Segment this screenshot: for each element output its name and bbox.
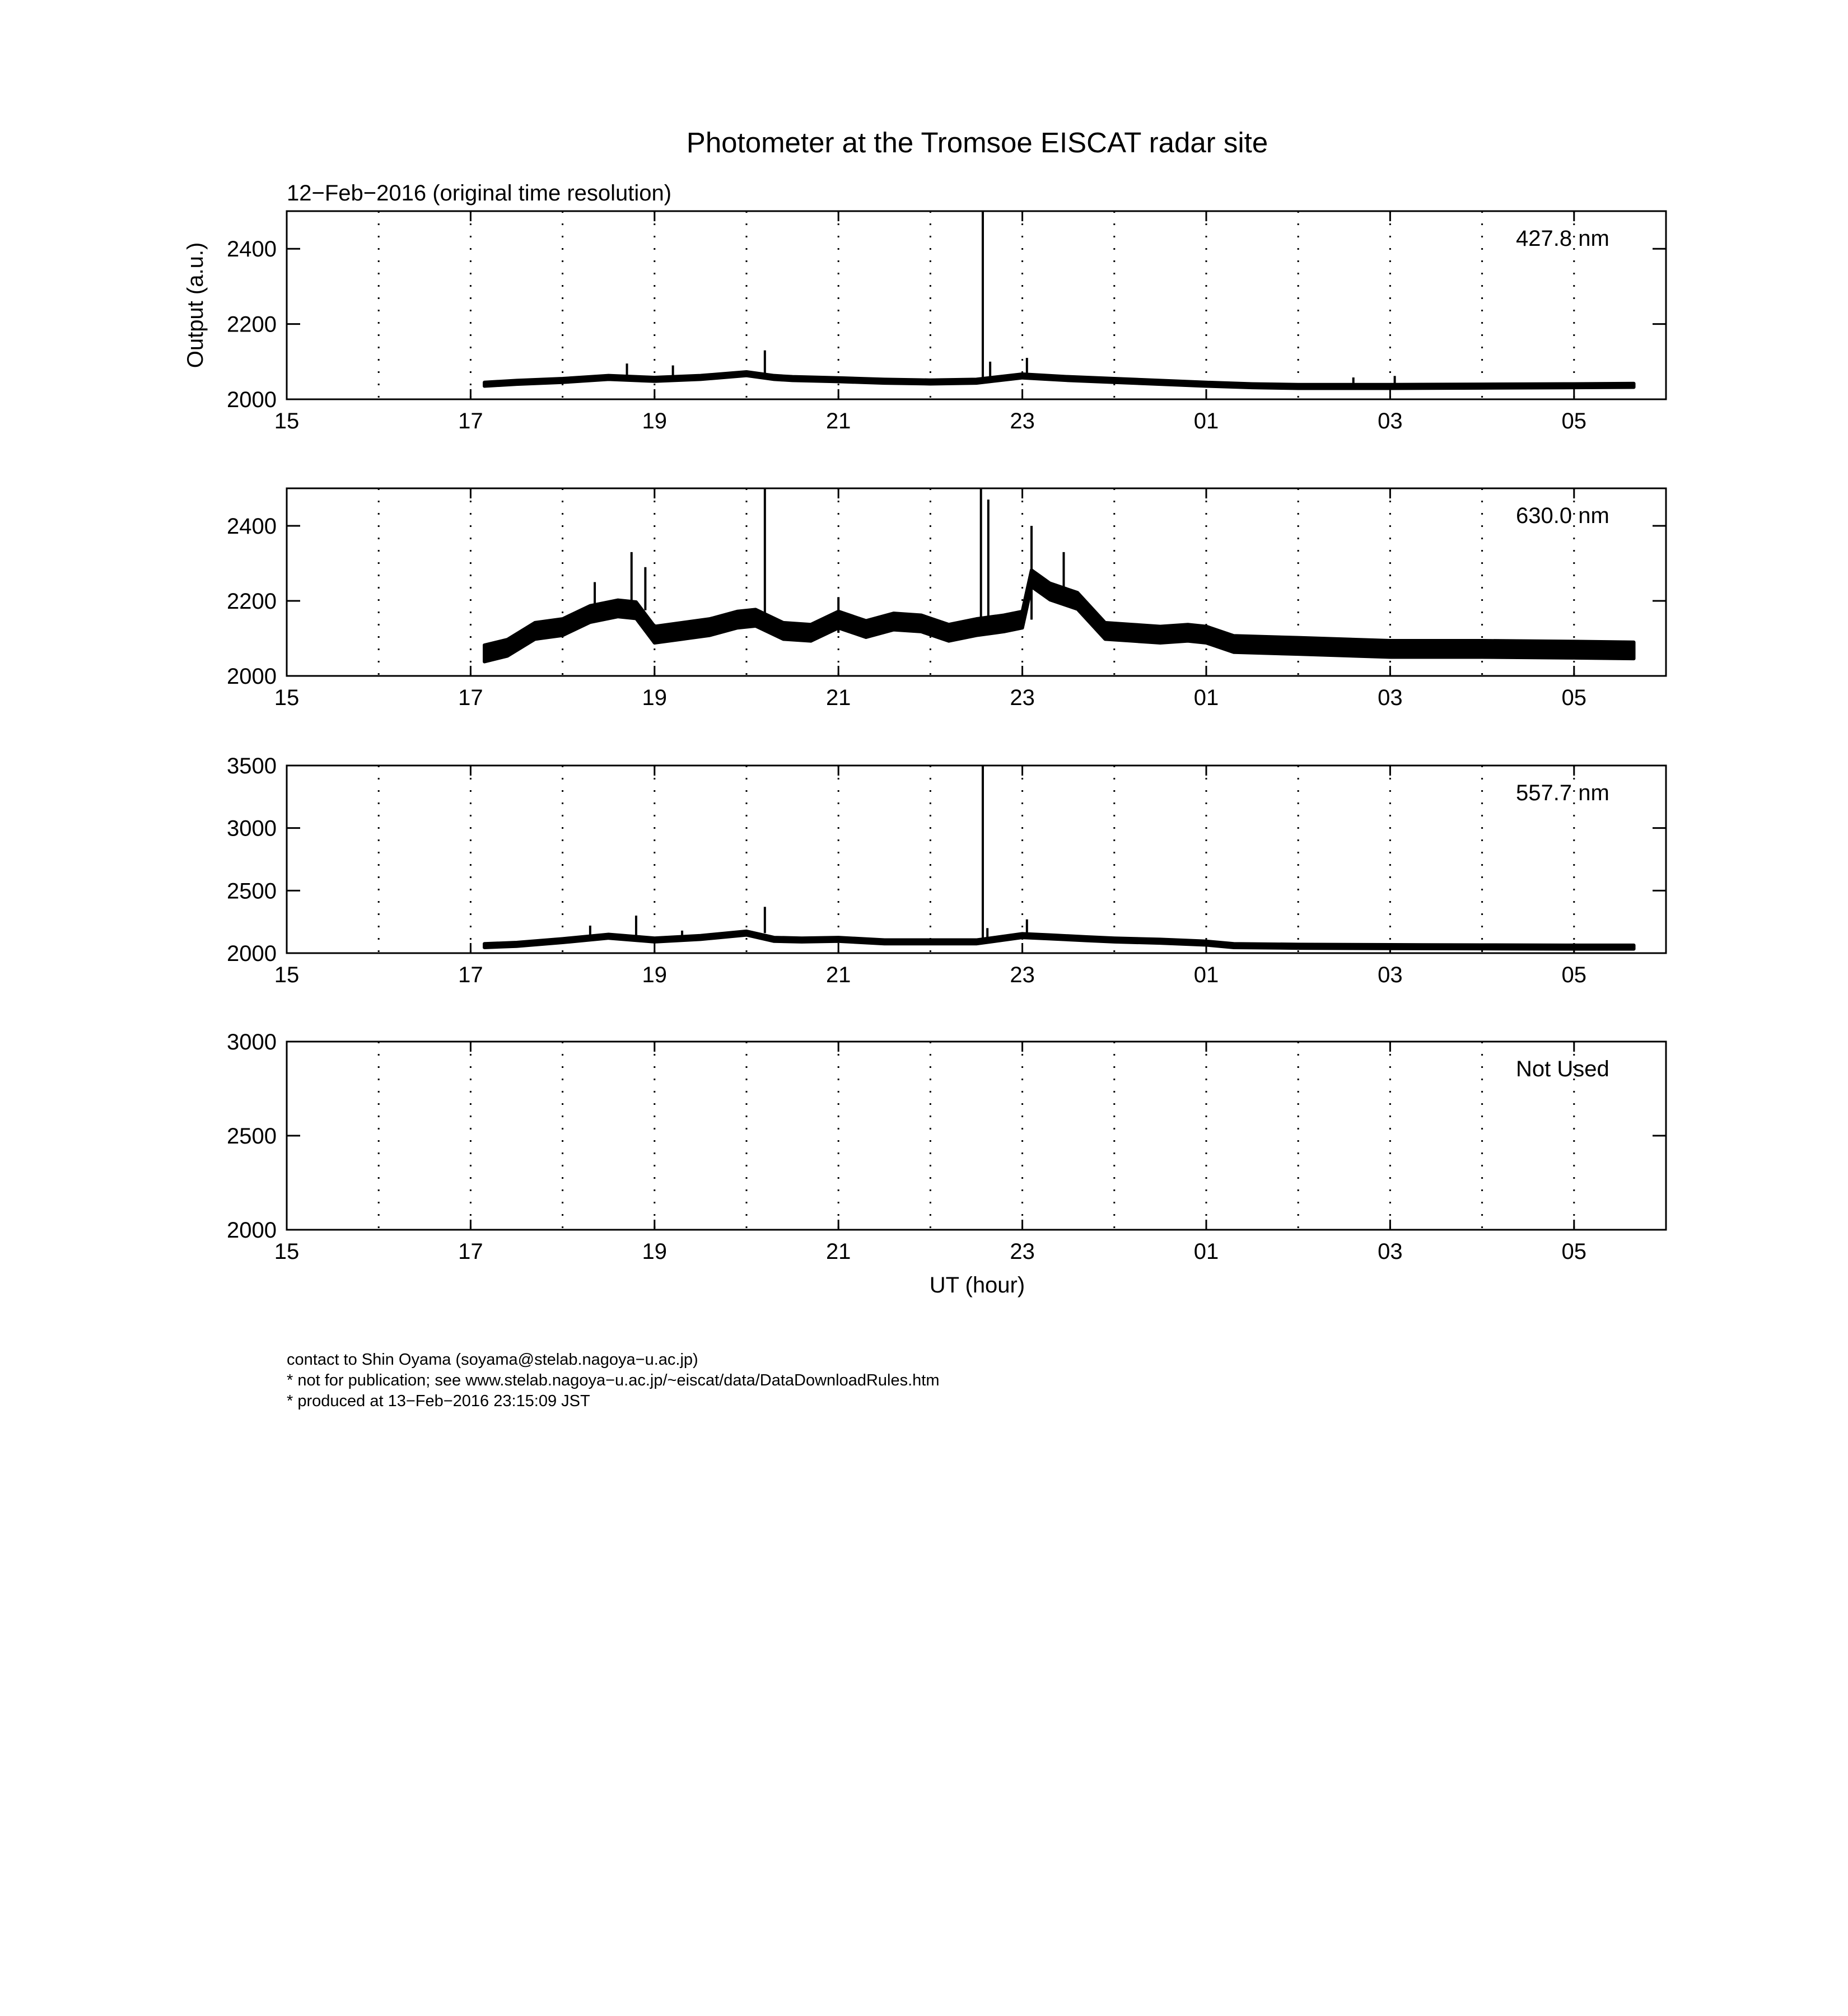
data-band-630-0-nm <box>484 570 1634 661</box>
x-tick-label: 01 <box>1193 963 1219 987</box>
x-tick-label: 15 <box>274 685 300 710</box>
y-tick-label: 2400 <box>227 237 277 262</box>
x-tick-label: 05 <box>1561 1239 1587 1264</box>
x-tick-label: 17 <box>458 685 483 710</box>
x-tick-label: 03 <box>1378 685 1403 710</box>
x-tick-label: 01 <box>1193 409 1219 433</box>
x-tick-label: 21 <box>825 963 851 987</box>
axes-box <box>287 211 1666 399</box>
x-tick-label: 23 <box>1010 409 1035 433</box>
y-tick-label: 3500 <box>227 754 277 778</box>
data-band-557-7-nm <box>484 931 1634 949</box>
data-band-427-8-nm <box>484 372 1634 389</box>
x-tick-label: 21 <box>825 1239 851 1264</box>
axes-box <box>287 766 1666 953</box>
x-tick-label: 19 <box>642 685 668 710</box>
panel-3 <box>227 754 1666 987</box>
panels <box>227 211 1666 1264</box>
x-axis-label: UT (hour) <box>929 1273 1025 1298</box>
x-tick-label: 15 <box>274 1239 300 1264</box>
panel-4 <box>227 1030 1666 1264</box>
x-tick-label: 23 <box>1010 963 1035 987</box>
footer-produced-at: * produced at 13−Feb−2016 23:15:09 JST <box>287 1392 590 1410</box>
x-tick-label: 01 <box>1193 1239 1219 1264</box>
chart-title: Photometer at the Tromsoe EISCAT radar site <box>686 127 1268 158</box>
x-tick-label: 15 <box>274 409 300 433</box>
y-tick-label: 2000 <box>227 941 277 966</box>
y-axis-label: Output (a.u.) <box>183 242 208 368</box>
x-tick-label: 15 <box>274 963 300 987</box>
axes-box <box>287 1042 1666 1230</box>
y-tick-label: 3000 <box>227 816 277 841</box>
y-tick-label: 2400 <box>227 514 277 539</box>
panel-2 <box>227 488 1666 710</box>
footer-contact: contact to Shin Oyama (soyama@stelab.nagoya−u.ac.jp) <box>287 1351 698 1369</box>
panel-1 <box>227 211 1666 433</box>
y-tick-label: 2200 <box>227 312 277 337</box>
panel-label: 557.7 nm <box>1516 781 1609 805</box>
x-tick-label: 19 <box>642 963 668 987</box>
x-tick-label: 23 <box>1010 1239 1035 1264</box>
x-tick-label: 17 <box>458 963 483 987</box>
footer-notes <box>287 1350 940 1412</box>
x-tick-label: 17 <box>458 1239 483 1264</box>
x-tick-label: 03 <box>1378 409 1403 433</box>
x-tick-label: 05 <box>1561 963 1587 987</box>
panel-label: 630.0 nm <box>1516 503 1609 528</box>
x-tick-label: 23 <box>1010 685 1035 710</box>
x-tick-label: 17 <box>458 409 483 433</box>
y-tick-label: 2000 <box>227 664 277 689</box>
chart-subtitle: 12−Feb−2016 (original time resolution) <box>287 181 672 206</box>
x-tick-label: 21 <box>825 685 851 710</box>
y-tick-label: 2500 <box>227 1124 277 1149</box>
x-tick-label: 19 <box>642 1239 668 1264</box>
panel-label: 427.8 nm <box>1516 226 1609 251</box>
y-tick-label: 3000 <box>227 1030 277 1054</box>
panel-label: Not Used <box>1516 1057 1609 1081</box>
x-tick-label: 05 <box>1561 685 1587 710</box>
x-tick-label: 19 <box>642 409 668 433</box>
y-tick-label: 2500 <box>227 879 277 904</box>
y-tick-label: 2000 <box>227 1218 277 1243</box>
x-tick-label: 03 <box>1378 963 1403 987</box>
footer-publication-note: * not for publication; see www.stelab.nagoya−u.ac.jp/~eiscat/data/DataDownloadRules.htm <box>287 1371 940 1389</box>
x-tick-label: 05 <box>1561 409 1587 433</box>
x-tick-label: 01 <box>1193 685 1219 710</box>
x-tick-label: 21 <box>825 409 851 433</box>
y-tick-label: 2200 <box>227 589 277 614</box>
y-tick-label: 2000 <box>227 388 277 412</box>
x-tick-label: 03 <box>1378 1239 1403 1264</box>
